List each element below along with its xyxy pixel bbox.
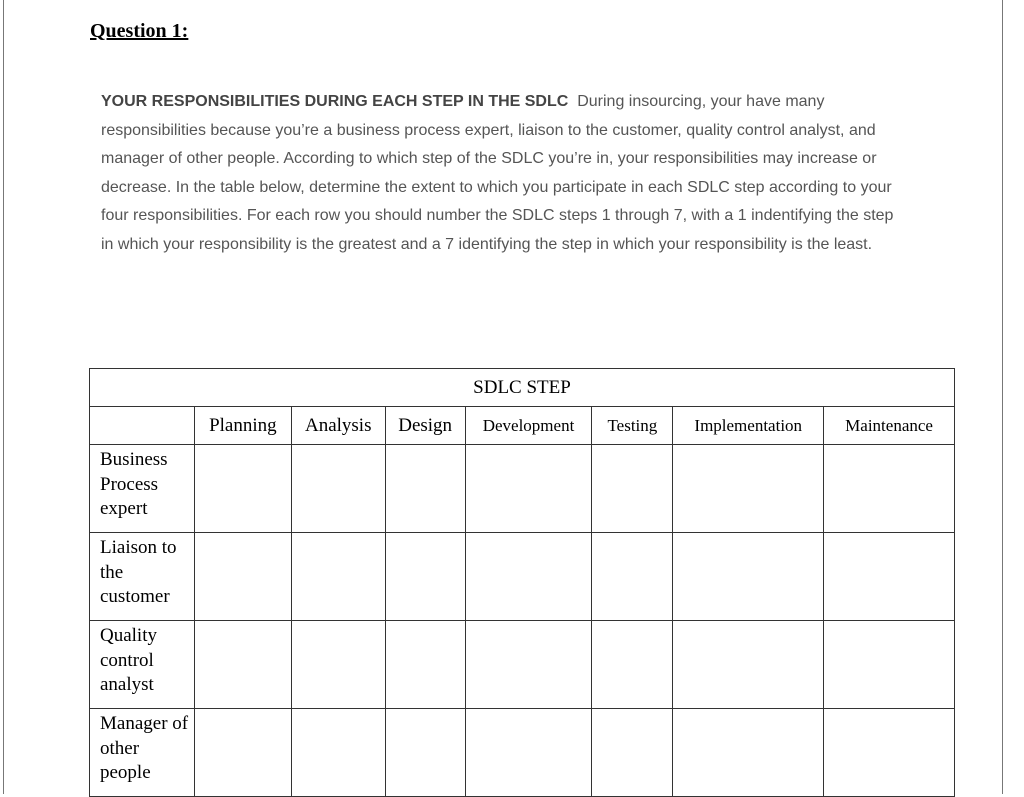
header-design: Design (385, 407, 465, 445)
cell-implementation[interactable] (673, 445, 824, 533)
cell-testing[interactable] (592, 621, 673, 709)
cell-development[interactable] (465, 533, 592, 621)
table-row (90, 533, 955, 621)
row-label-quality-control-analyst: Quality control analyst (90, 621, 195, 709)
caption-row (90, 369, 955, 407)
cell-design[interactable] (385, 621, 465, 709)
header-planning: Planning (194, 407, 291, 445)
row-label-liaison-to-the-customer: Liaison to the customer (90, 533, 195, 621)
sdlc-table (89, 368, 955, 797)
header-row (90, 407, 955, 445)
cell-testing[interactable] (592, 533, 673, 621)
cell-design[interactable] (385, 709, 465, 797)
question-prompt (101, 88, 901, 260)
table-caption: SDLC STEP (90, 369, 955, 407)
cell-analysis[interactable] (291, 533, 385, 621)
cell-maintenance[interactable] (824, 445, 955, 533)
page-border-left (3, 0, 4, 794)
cell-development[interactable] (465, 709, 592, 797)
cell-testing[interactable] (592, 445, 673, 533)
cell-development[interactable] (465, 445, 592, 533)
cell-testing[interactable] (592, 709, 673, 797)
cell-development[interactable] (465, 621, 592, 709)
row-label-manager-of-other-people: Manager of other people (90, 709, 195, 797)
cell-implementation[interactable] (673, 621, 824, 709)
header-maintenance: Maintenance (824, 407, 955, 445)
cell-analysis[interactable] (291, 621, 385, 709)
cell-analysis[interactable] (291, 445, 385, 533)
header-implementation: Implementation (673, 407, 824, 445)
cell-implementation[interactable] (673, 533, 824, 621)
cell-planning[interactable] (194, 533, 291, 621)
prompt-body: During insourcing, your have many responsibilities because you’re a business process expert, liaison to the customer, quality control analyst, and manager of other people. According to which step of the SDLC you’re in, your responsibilities may increase or decrease. In the table below, determine the extent to which you participate in each SDLC step according to your four responsibilities. For each row you should number the SDLC steps 1 through 7, with a 1 indentifying the step in which your responsibility is the greatest and a 7 identifying the step in which your responsibility is the least. (101, 93, 894, 253)
cell-maintenance[interactable] (824, 621, 955, 709)
table-row (90, 709, 955, 797)
cell-implementation[interactable] (673, 709, 824, 797)
table-row (90, 445, 955, 533)
page-border-right (1002, 0, 1003, 794)
row-label-business-process-expert: Business Process expert (90, 445, 195, 533)
cell-planning[interactable] (194, 709, 291, 797)
header-corner-cell (90, 407, 195, 445)
cell-planning[interactable] (194, 445, 291, 533)
cell-maintenance[interactable] (824, 709, 955, 797)
table-row (90, 621, 955, 709)
cell-design[interactable] (385, 445, 465, 533)
header-analysis: Analysis (291, 407, 385, 445)
cell-planning[interactable] (194, 621, 291, 709)
cell-design[interactable] (385, 533, 465, 621)
cell-analysis[interactable] (291, 709, 385, 797)
header-development: Development (465, 407, 592, 445)
prompt-lead: YOUR RESPONSIBILITIES DURING EACH STEP IN THE SDLC (101, 93, 569, 110)
question-heading: Question 1: (90, 20, 189, 42)
header-testing: Testing (592, 407, 673, 445)
cell-maintenance[interactable] (824, 533, 955, 621)
